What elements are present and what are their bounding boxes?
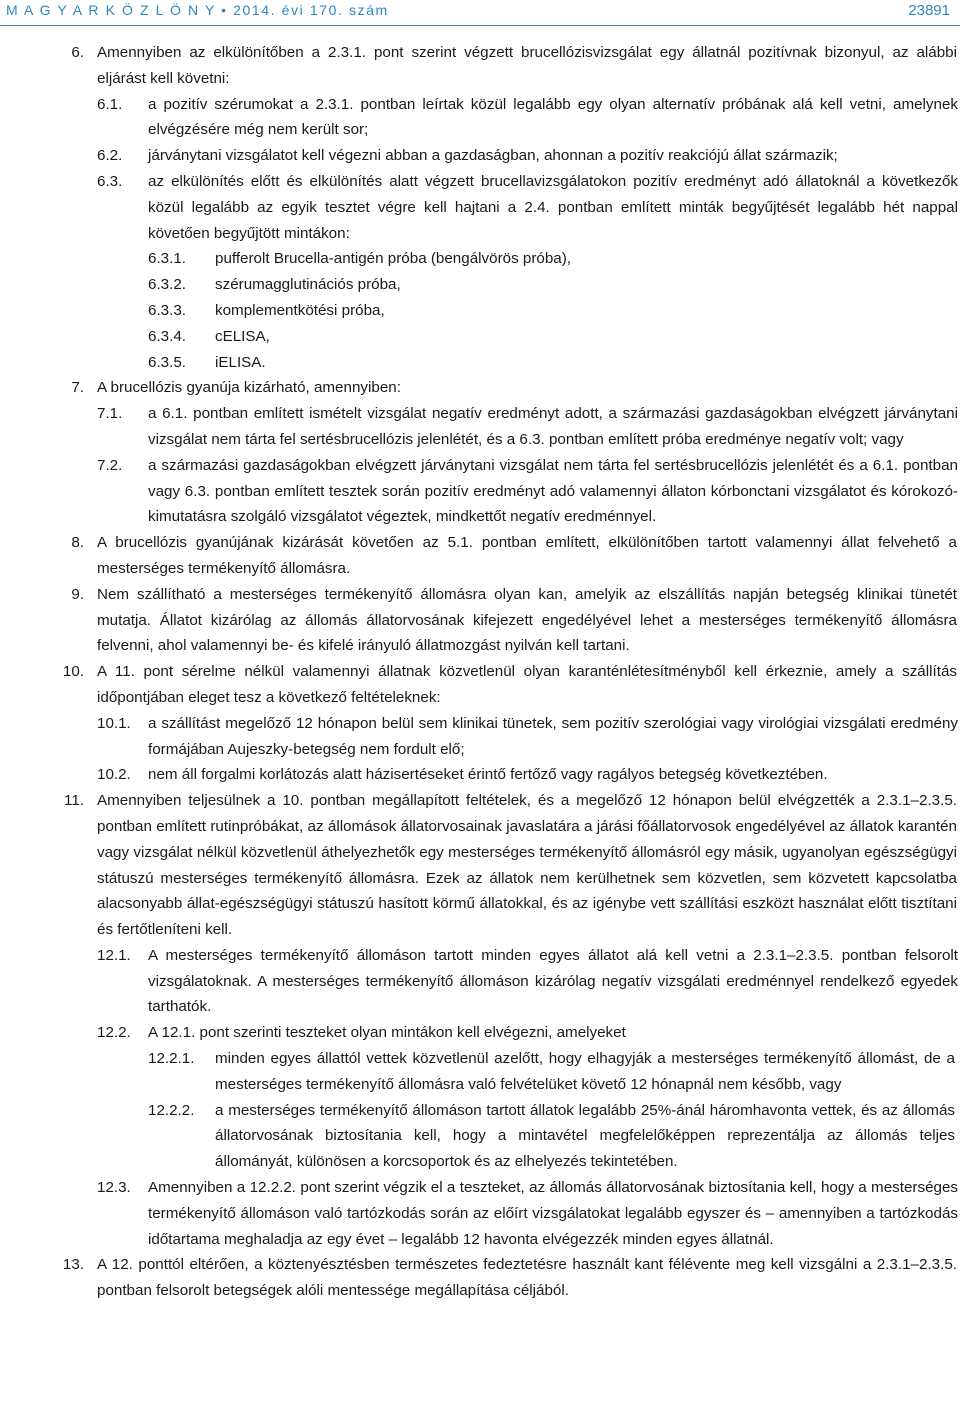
item-number: 6. <box>71 44 84 61</box>
list-item <box>97 711 958 763</box>
list-item <box>97 943 958 1020</box>
list-item <box>71 40 957 92</box>
item-text: szérumagglutinációs próba, <box>215 276 401 294</box>
list-item <box>71 530 957 582</box>
item-text: járványtani vizsgálatot kell végezni abban a gazdaságban, ahonnan a pozitív reakciójú állat származik; <box>148 147 838 165</box>
item-number: 10.1. <box>97 714 131 732</box>
item-text: nem áll forgalmi korlátozás alatt házisertéseket érintő fertőző vagy ragályos betegség következtében. <box>148 766 828 784</box>
running-title: M A G Y A R K Ö Z L Ö N Y • 2014. évi 170. szám <box>6 2 389 18</box>
item-number: 7.2. <box>97 456 123 474</box>
item-text: Amennyiben a 12.2.2. pont szerint végzik el a teszteket, az állomás állatorvosának biztosítania kell, hogy a mesterséges termékenyítő állomáson való tartózkodás során az előírt vizsgálatokat legalább egyszer és – amennyiben a tartózkodás időtartama meghaladja az egy évet – legalább 12 havonta elvégezzék minden egyes állatnál. <box>148 1179 958 1248</box>
item-number: 6.3.2. <box>148 276 186 294</box>
item-text: komplementkötési próba, <box>215 301 385 319</box>
item-text: A mesterséges termékenyítő állomáson tartott minden egyes állatot alá kell vetni a 2.3.1–2.3.5. pontban felsorolt vizsgálatoknak. A mesterséges termékenyítő állomáson kizárólag negatív vizsgálati eredménnyel rendelkező egyedek tarthatók. <box>148 946 958 1016</box>
running-head <box>6 2 950 22</box>
list-item <box>97 1175 958 1252</box>
list-item <box>97 453 958 530</box>
list-item <box>148 246 955 272</box>
item-number: 6.3. <box>97 172 123 190</box>
list-item <box>97 92 958 144</box>
item-text: A 12.1. pont szerinti teszteket olyan mintákon kell elvégezni, amelyeket <box>148 1024 626 1042</box>
item-text: a pozitív szérumokat a 2.3.1. pontban leírtak közül legalább egy olyan alternatív próbának alá kell vetni, amelynek elvégzésére még nem került sor; <box>148 95 958 139</box>
item-number: 9. <box>71 585 84 603</box>
body-text <box>0 40 960 1304</box>
page-number: 23891 <box>908 2 950 19</box>
item-text: a mesterséges termékenyítő állomáson tartott állatok legalább 25%-ánál háromhavonta vettek, és az állomás állatorvosának biztosítania kell, hogy a mintavétel megfelelőképpen reprezentálja az állomás teljes állományát, különösen a korcsoportok és az elhelyezés tekintetében. <box>215 1101 955 1171</box>
item-text: minden egyes állattól vettek közvetlenül azelőtt, hogy elhagyják a mesterséges termékenyítő állomást, de a mesterséges termékenyítő állomásra való felvételüket követő 12 hónapnál nem később, vagy <box>215 1050 955 1093</box>
item-text: Amennyiben teljesülnek a 10. pontban megállapított feltételek, és a megelőző 12 hónapon belül elvégzették a 2.3.1–2.3.5. pontban említett rutinpróbákat, az állomások állatorvosainak javaslatára a járási főállatorvosok engedélyével az állatok karantén vagy vizsgálat nélkül közvetlenül áthelyezhetők egy mesterséges termékenyítő állomásról egy másik, ugyanolyan egészségügyi státuszú mesterséges termékenyítő állomásra. Ezek az állatok nem kerülhetnek sem közvetlen, sem közvetett kapcsolatba alacsonyabb állat-egészségügyi státuszú hasított körmű állatokkal, és az igénybe vett szállítási eszközt használat előtt tisztítani és fertőtleníteni kell. <box>97 792 957 939</box>
item-number: 12.2.2. <box>148 1101 195 1119</box>
item-number: 6.3.3. <box>148 301 186 319</box>
item-text: A 12. ponttól eltérően, a köztenyésztésben természetes fedeztetésre használt kant félévente meg kell vizsgálni a 2.3.1–2.3.5. pontban felsorolt betegségek alóli mentessége megállapítása céljából. <box>97 1256 957 1300</box>
list-item <box>148 1046 955 1098</box>
item-number: 7.1. <box>97 405 123 423</box>
item-text: pufferolt Brucella-antigén próba (bengálvörös próba), <box>215 250 572 268</box>
list-item <box>62 1252 957 1304</box>
item-number: 6.3.4. <box>148 327 186 345</box>
item-number: 6.1. <box>97 95 123 113</box>
item-number: 12.2. <box>97 1024 131 1042</box>
list-item <box>97 169 958 246</box>
item-number: 7. <box>71 379 84 397</box>
list-item <box>71 375 957 401</box>
item-text: A brucellózis gyanújának kizárását követően az 5.1. pontban említett, elkülönítőben tartott valamennyi állat felvehető a mesterséges termékenyítő állomásra. <box>97 534 957 577</box>
item-text: a származási gazdaságokban elvégzett járványtani vizsgálat nem tárta fel sertésbrucellózis jelenlétét és a 6.1. pontban vagy 6.3. pontban említett tesztek során pozitív eredményt adó valamennyi állaton kórbonctani vizsgálatot és kórokozó-kimutatásra szolgáló vizsgálatot végeztek, mindkettőt negatív eredménnyel. <box>148 456 958 526</box>
list-item <box>64 788 957 943</box>
item-number: 10. <box>62 663 84 681</box>
item-text: iELISA. <box>215 353 266 371</box>
item-text: Amennyiben az elkülönítőben a 2.3.1. pont szerint végzett brucellózisvizsgálat egy állatnál pozitívnak bizonyul, az alábbi eljárást kell követni: <box>97 44 957 87</box>
list-item <box>97 143 958 169</box>
item-text: A brucellózis gyanúja kizárható, amennyiben: <box>97 379 401 397</box>
item-text: cELISA, <box>215 327 270 345</box>
item-number: 6.3.5. <box>148 353 186 371</box>
item-text: a 6.1. pontban említett ismételt vizsgálat negatív eredményt adott, a származási gazdaságokban elvégzett járványtani vizsgálat nem tárta fel sertésbrucellózis jelenlétét, és a 6.3. pontban említett próba eredménye negatív volt; vagy <box>148 405 958 448</box>
list-item <box>148 350 955 376</box>
list-item <box>148 1098 955 1175</box>
item-text: a szállítást megelőző 12 hónapon belül sem klinikai tünetek, sem pozitív szerológiai vagy virológiai vizsgálati eredmény formájában Aujeszky-betegség nem fordult elő; <box>148 714 958 758</box>
list-item <box>148 324 955 350</box>
item-number: 10.2. <box>97 766 131 784</box>
item-number: 12.2.1. <box>148 1050 195 1068</box>
header-rule <box>0 25 960 26</box>
item-number: 6.2. <box>97 147 123 165</box>
list-item <box>71 582 957 659</box>
list-item <box>62 659 957 711</box>
list-item <box>148 298 955 324</box>
list-item <box>97 401 958 453</box>
item-number: 12.3. <box>97 1179 131 1197</box>
item-number: 6.3.1. <box>148 250 186 268</box>
list-item <box>97 762 958 788</box>
item-text: Nem szállítható a mesterséges termékenyítő állomásra olyan kan, amelyik az elszállítás napján betegség klinikai tünetét mutatja. Állatot kizárólag az állomás állatorvosának kifejezett engedélyével lehet a mesterséges termékenyítő állomásra felvenni, ahol valamennyi be- és kifelé irányuló állatmozgást nyilván kell tartani. <box>97 585 957 655</box>
item-number: 13. <box>62 1256 84 1274</box>
list-item <box>148 272 955 298</box>
item-text: A 11. pont sérelme nélkül valamennyi állatnak közvetlenül olyan karanténlétesítményből kell érkeznie, amely a szállítás időpontjában eleget tesz a következő feltételeknek: <box>97 663 957 706</box>
list-item <box>97 1020 958 1046</box>
item-text: az elkülönítés előtt és elkülönítés alatt végzett brucellavizsgálatokon pozitív eredményt adó állatoknál a következők közül legalább az egyik tesztet végre kell hajtani a 2.4. pontban említett minták begyűjtését legalább hét nappal követően begyűjtött mintákon: <box>148 172 958 242</box>
item-number: 8. <box>71 534 84 552</box>
item-number: 11. <box>64 792 84 810</box>
item-number: 12.1. <box>97 946 131 964</box>
